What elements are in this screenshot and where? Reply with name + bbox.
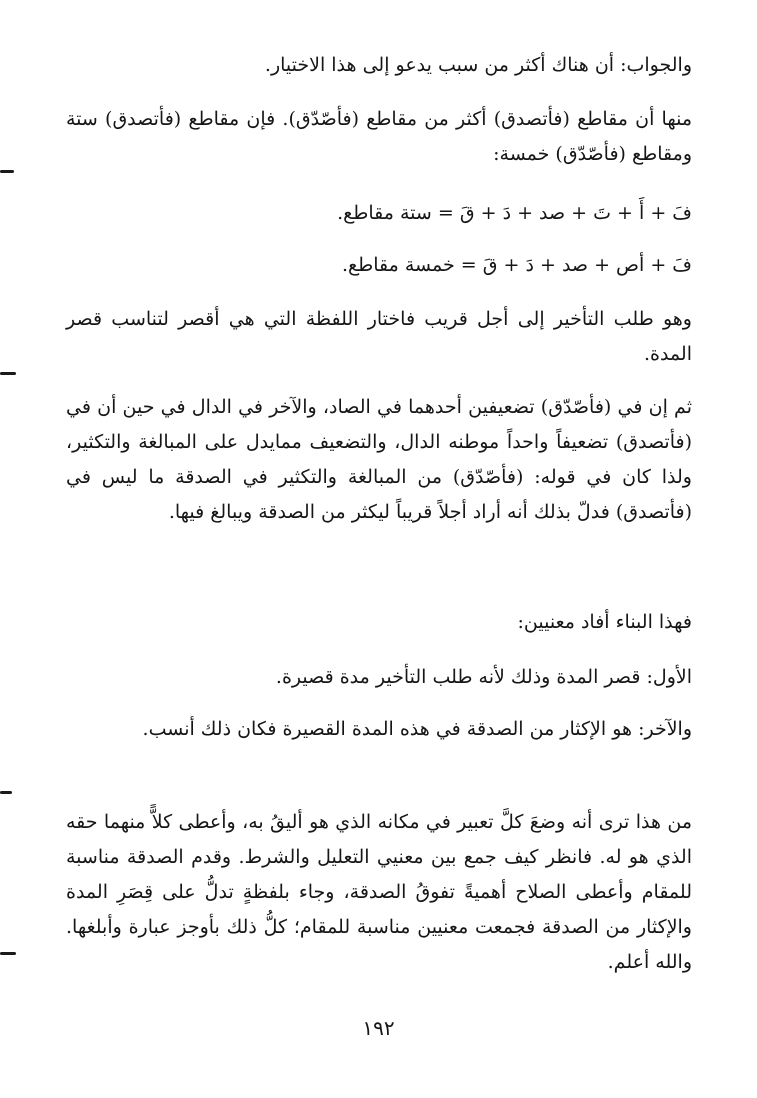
equation-six-syllables: فَ + أَ + تَ + صد + دَ + قَ = ستة مقاطع. (337, 202, 692, 224)
margin-mark (0, 791, 12, 794)
page-number: ١٩٢ (362, 1016, 395, 1040)
margin-mark (0, 952, 16, 955)
paragraph-syllables: منها أن مقاطع (فأتصدق) أكثر من مقاطع (فأصّدّق). فإن مقاطع (فأتصدق) ستة ومقاطع (فأصّدّق) خمسة: (66, 108, 693, 165)
paragraph-answer: والجواب: أن هناك أكثر من سبب يدعو إلى هذا الاختيار. (264, 54, 692, 76)
margin-mark (0, 170, 14, 173)
paragraph-conclusion: من هذا ترى أنه وضعَ كلَّ تعبير في مكانه الذي هو أليقُ به، وأعطى كلاًّ منهما حقه الذي هو له. فانظر كيف جمع بين معنيي التعليل والشرط. وقدم الصدقة مناسبة للمقام وأعطى الصلاح أهميةً تفوقُ الصدقة، وجاء بلفظةٍ تدلُّ على قِصَرِ المدة والإكثار من الصدقة فجمعت معنيين مناسبة للمقام؛ كلُّ ذلك بأوجز عبارة وأبلغها. والله أعلم. (66, 811, 692, 973)
margin-mark (0, 372, 16, 375)
paragraph-first-meaning: الأول: قصر المدة وذلك لأنه طلب التأخير مدة قصيرة. (275, 666, 692, 688)
paragraph-delay-request: وهو طلب التأخير إلى أجل قريب فاختار اللفظة التي هي أقصر لتناسب قصر المدة. (66, 308, 692, 365)
paragraph-two-meanings: فهذا البناء أفاد معنيين: (517, 611, 692, 633)
equation-five-syllables: فَ + أص + صد + دَ + قَ = خمسة مقاطع. (341, 254, 692, 276)
paragraph-second-meaning: والآخر: هو الإكثار من الصدقة في هذه المدة القصيرة فكان ذلك أنسب. (142, 718, 692, 740)
paragraph-doubling: ثم إن في (فأصّدّق) تضعيفين أحدهما في الصاد، والآخر في الدال في حين أن في (فأتصدق) تضعيفاً واحداً موطنه الدال، والتضعيف ممايدل على المبالغة والتكثير، ولذا كان في قوله: (فأصّدّق) من المبالغة والتكثير في الصدقة ما ليس في (فأتصدق) فدلّ بذلك أنه أراد أجلاً قريباً ليكثر من الصدقة ويبالغ فيها. (66, 396, 692, 523)
